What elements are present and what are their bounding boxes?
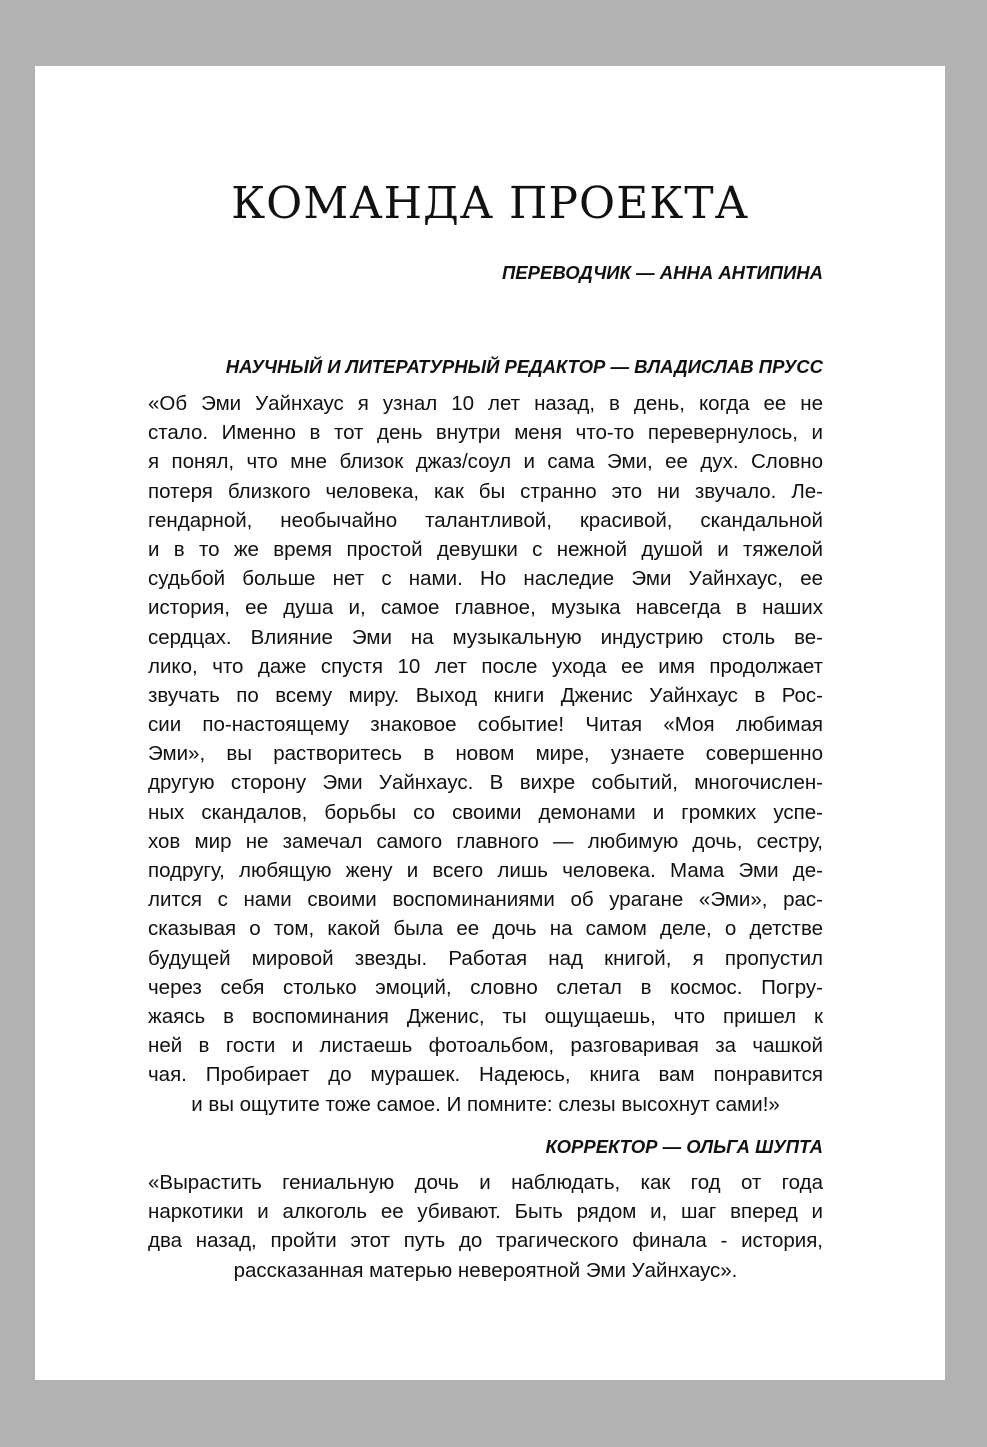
text-line: лится с нами своими воспоминаниями об урагане «Эми», рас-: [148, 888, 823, 912]
text-line: лико, что даже спустя 10 лет после ухода ее имя продолжает: [148, 654, 823, 678]
translator-credit: ПЕРЕВОДЧИК — АННА АНТИПИНА: [502, 262, 823, 283]
text-line: звучать по всему миру. Выход книги Дженис Уайнхаус в Рос-: [148, 683, 823, 707]
text-line: другую сторону Эми Уайнхаус. В вихре событий, многочислен-: [148, 771, 823, 795]
text-line: Эми», вы растворитесь в новом мире, узнаете совершенно: [148, 742, 823, 766]
text-line: гендарной, необычайно талантливой, красивой, скандальной: [148, 508, 823, 532]
text-line: «Вырастить гениальную дочь и наблюдать, как год от года: [148, 1171, 823, 1194]
text-line: чая. Пробирает до мурашек. Надеюсь, книга вам понравится: [148, 1063, 823, 1087]
text-line: два назад, пройти этот путь до трагического финала - история,: [148, 1229, 823, 1253]
text-line: и вы ощутите тоже самое. И помните: слезы высохнут сами!»: [191, 1092, 780, 1116]
text-line: стало. Именно в тот день внутри меня что-то перевернулось, и: [148, 421, 823, 445]
text-line: будущей мировой звезды. Работая над книгой, я пропустил: [148, 946, 823, 970]
text-line: история, ее душа и, самое главное, музыка навсегда в наших: [148, 596, 823, 620]
text-line: наркотики и алкоголь ее убивают. Быть рядом и, шаг вперед и: [148, 1200, 823, 1224]
text-line: хов мир не замечал самого главного — любимую дочь, сестру,: [148, 829, 823, 853]
text-line: я понял, что мне близок джаз/соул и сама Эми, ее дух. Словно: [148, 450, 823, 474]
text-line: судьбой больше нет с нами. Но наследие Эми Уайнхаус, ее: [148, 567, 823, 591]
corrector-credit: КОРРЕКТОР — ОЛЬГА ШУПТА: [545, 1136, 823, 1157]
text-line: сказывая о том, какой была ее дочь на самом деле, о детстве: [148, 917, 823, 941]
text-line: сии по-настоящему знаковое событие! Читая «Моя любимая: [148, 713, 823, 737]
corrector-quote: [148, 1168, 823, 1285]
text-line: сердцах. Влияние Эми на музыкальную индустрию столь ве-: [148, 625, 823, 649]
text-line: потеря близкого человека, как бы странно это ни звучало. Ле-: [148, 479, 823, 503]
page-title: КОМАНДА ПРОЕКТА: [231, 178, 749, 229]
text-line: жаясь в воспоминания Дженис, ты ощущаешь, что пришел к: [148, 1004, 823, 1028]
text-line: через себя столько эмоций, словно слетал в космос. Погру-: [148, 975, 823, 999]
text-line: ных скандалов, борьбы со своими демонами и громких успе-: [148, 800, 823, 824]
editor-credit: НАУЧНЫЙ И ЛИТЕРАТУРНЫЙ РЕДАКТОР — ВЛАДИСЛАВ ПРУСС: [225, 356, 823, 377]
text-line: ней в гости и листаешь фотоальбом, разговаривая за чашкой: [148, 1034, 823, 1058]
editor-quote: [148, 389, 823, 1119]
text-line: и в то же время простой девушки с нежной душой и тяжелой: [148, 537, 823, 561]
text-line: рассказанная матерью невероятной Эми Уайнхаус».: [233, 1258, 738, 1282]
text-line: «Об Эми Уайнхаус я узнал 10 лет назад, в день, когда ее не: [148, 392, 823, 415]
book-page: [35, 66, 945, 1380]
text-line: подругу, любящую жену и всего лишь человека. Мама Эми де-: [148, 859, 823, 882]
